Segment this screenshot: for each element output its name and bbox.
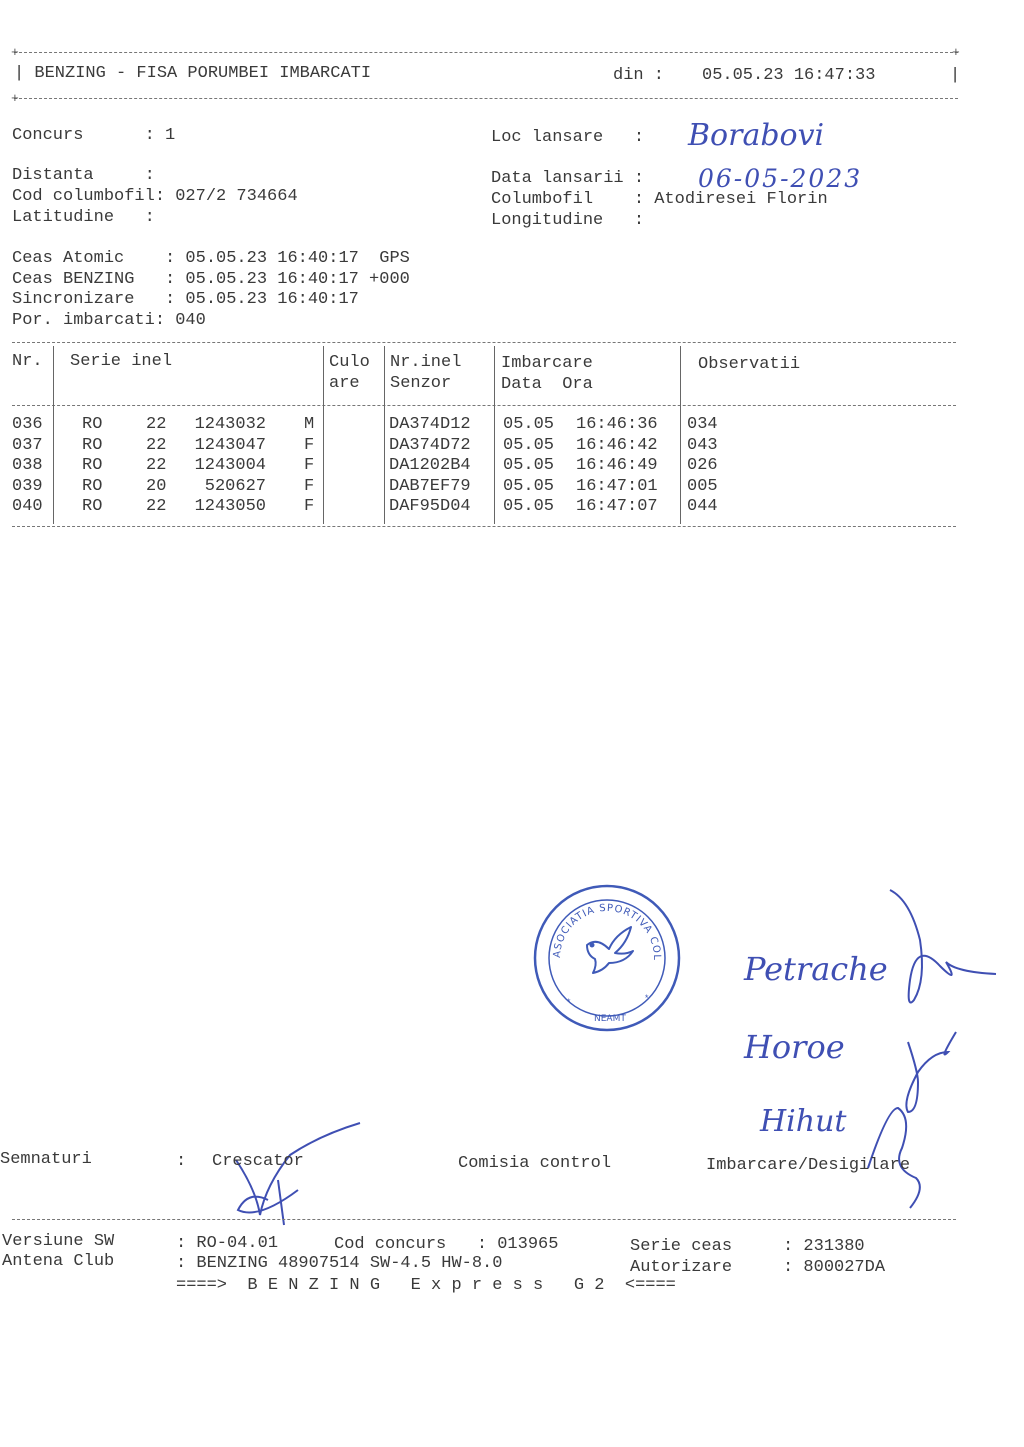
cell-inel: 1243032 bbox=[194, 415, 266, 434]
latitudine-field: Latitudine : bbox=[12, 208, 155, 227]
cell-tara: RO bbox=[82, 456, 103, 475]
cell-nr: 036 bbox=[12, 415, 43, 434]
col-header-imbarcare-1: Imbarcare bbox=[501, 354, 593, 373]
cell-sex: F bbox=[304, 476, 315, 496]
rule-corner: + bbox=[952, 45, 960, 60]
rule-corner: + bbox=[11, 91, 19, 106]
svg-text:*: * bbox=[644, 994, 650, 1004]
por-imbarcati-field: Por. imbarcati: 040 bbox=[12, 311, 206, 330]
signature-name-petrache: Petrache bbox=[744, 950, 888, 988]
concurs-field: Concurs : 1 bbox=[12, 126, 176, 145]
svg-text:*: * bbox=[566, 998, 572, 1008]
cell-an: 22 bbox=[146, 456, 167, 475]
cell-sex: F bbox=[304, 456, 315, 475]
cell-nr: 039 bbox=[12, 476, 43, 496]
col-divider bbox=[384, 346, 385, 524]
crescator-label: Crescator bbox=[212, 1152, 304, 1171]
col-header-serie: Serie inel bbox=[70, 352, 173, 371]
cell-senzor: DA374D12 bbox=[389, 415, 471, 434]
cell-tara: RO bbox=[82, 476, 103, 496]
cell-tara: RO bbox=[82, 415, 103, 434]
cell-obs: 043 bbox=[687, 435, 718, 455]
table-header-rule bbox=[12, 405, 956, 406]
signature-name-horoe: Horoe bbox=[744, 1028, 845, 1066]
cell-ora: 16:47:07 bbox=[576, 497, 658, 516]
serie-ceas-field: Serie ceas : 231380 bbox=[630, 1237, 865, 1256]
cell-data: 05.05 bbox=[503, 476, 555, 496]
col-header-culoare-2: are bbox=[329, 374, 360, 393]
signature-scribble-3 bbox=[858, 1098, 928, 1208]
signature-crescator bbox=[228, 1120, 368, 1230]
semnaturi-label: Semnaturi bbox=[0, 1150, 92, 1169]
stamp-top-text: ASOCIATIA SPORTIVA COLUMBOFILA bbox=[527, 875, 663, 961]
cod-columbofil-field: Cod columbofil: 027/2 734664 bbox=[12, 187, 298, 206]
loc-lansare-label: Loc lansare : bbox=[491, 128, 645, 147]
header-right-bar: | bbox=[950, 66, 961, 85]
cell-inel: 520627 bbox=[204, 476, 266, 496]
antena-club-label: Antena Club bbox=[2, 1252, 115, 1271]
cell-ora: 16:47:01 bbox=[576, 476, 658, 496]
cell-senzor: DAF95D04 bbox=[389, 497, 471, 516]
columbofil-field: Columbofil : Atodiresei Florin bbox=[491, 190, 828, 209]
footer-rule bbox=[12, 1219, 956, 1220]
cell-obs: 026 bbox=[687, 456, 718, 475]
col-divider bbox=[323, 346, 324, 524]
cell-obs: 005 bbox=[687, 476, 718, 496]
table-top-rule bbox=[12, 342, 956, 343]
cell-tara: RO bbox=[82, 435, 103, 455]
cell-obs: 044 bbox=[687, 497, 718, 516]
cell-ora: 16:46:49 bbox=[576, 456, 658, 475]
cell-an: 22 bbox=[146, 497, 167, 516]
cell-nr: 040 bbox=[12, 497, 43, 516]
table-bottom-rule bbox=[12, 526, 956, 527]
versiune-sw-value: : RO-04.01 bbox=[176, 1234, 279, 1253]
cell-nr: 038 bbox=[12, 456, 43, 475]
rule-corner: + bbox=[11, 45, 19, 60]
versiune-sw-label: Versiune SW bbox=[2, 1232, 115, 1251]
cell-sex: M bbox=[304, 415, 315, 434]
col-divider bbox=[680, 346, 681, 524]
report-title: | BENZING - FISA PORUMBEI IMBARCATI bbox=[14, 64, 372, 83]
cell-inel: 1243050 bbox=[194, 497, 266, 516]
cell-inel: 1243047 bbox=[194, 435, 266, 455]
cell-an: 22 bbox=[146, 435, 167, 455]
col-divider bbox=[53, 346, 54, 524]
imbarcare-desigilare-label: Imbarcare/Desigilare bbox=[706, 1156, 911, 1175]
col-header-nrinel-2: Senzor bbox=[390, 374, 452, 393]
report-date-value: 05.05.23 16:47:33 bbox=[702, 66, 876, 85]
cell-senzor: DAB7EF79 bbox=[389, 476, 471, 496]
col-header-nrinel-1: Nr.inel bbox=[390, 353, 462, 372]
signature-name-hihut: Hihut bbox=[760, 1104, 847, 1139]
antena-club-value: : BENZING 48907514 SW-4.5 HW-8.0 bbox=[176, 1254, 503, 1273]
cod-concurs-field: Cod concurs : 013965 bbox=[334, 1235, 559, 1254]
cell-an: 22 bbox=[146, 415, 167, 434]
cell-tara: RO bbox=[82, 497, 103, 516]
cell-data: 05.05 bbox=[503, 456, 555, 475]
data-lansarii-handwritten: 06-05-2023 bbox=[698, 164, 863, 193]
data-lansarii-label: Data lansarii : bbox=[491, 169, 645, 188]
loc-lansare-handwritten: Borabovi bbox=[688, 118, 825, 153]
cell-sex: F bbox=[304, 435, 315, 455]
ceas-atomic-field: Ceas Atomic : 05.05.23 16:40:17 GPS bbox=[12, 249, 410, 268]
header-top-rule bbox=[14, 52, 958, 53]
cell-nr: 037 bbox=[12, 435, 43, 455]
col-divider bbox=[494, 346, 495, 524]
cell-senzor: DA1202B4 bbox=[389, 456, 471, 475]
distanta-field: Distanta : bbox=[12, 166, 155, 185]
stamp-bottom-text: NEAMT bbox=[594, 1014, 626, 1024]
cell-data: 05.05 bbox=[503, 497, 555, 516]
cell-senzor: DA374D72 bbox=[389, 435, 471, 455]
ceas-benzing-field: Ceas BENZING : 05.05.23 16:40:17 +000 bbox=[12, 270, 410, 289]
signature-scribble-1 bbox=[880, 882, 1000, 1032]
longitudine-field: Longitudine : bbox=[491, 211, 645, 230]
cell-ora: 16:46:42 bbox=[576, 435, 658, 455]
semnaturi-sep: : bbox=[176, 1152, 187, 1171]
comisia-control-label: Comisia control bbox=[458, 1154, 612, 1173]
col-header-observatii: Observatii bbox=[698, 355, 801, 374]
club-stamp bbox=[527, 875, 682, 1033]
cell-data: 05.05 bbox=[503, 435, 555, 455]
cell-obs: 034 bbox=[687, 415, 718, 434]
dove-icon bbox=[587, 927, 633, 973]
report-date-label: din : bbox=[613, 66, 665, 85]
cell-ora: 16:46:36 bbox=[576, 415, 658, 434]
cell-inel: 1243004 bbox=[194, 456, 266, 475]
benzing-brand-line: ====> B E N Z I N G E x p r e s s G 2 <==== bbox=[176, 1276, 676, 1295]
cell-an: 20 bbox=[146, 476, 167, 496]
col-header-culoare-1: Culo bbox=[329, 353, 370, 372]
cell-data: 05.05 bbox=[503, 415, 555, 434]
header-bottom-rule bbox=[14, 98, 958, 99]
autorizare-field: Autorizare : 800027DA bbox=[630, 1258, 886, 1277]
col-header-imbarcare-2: Data Ora bbox=[501, 375, 593, 394]
cell-sex: F bbox=[304, 497, 315, 516]
col-header-nr: Nr. bbox=[12, 352, 43, 371]
sincronizare-field: Sincronizare : 05.05.23 16:40:17 bbox=[12, 290, 359, 309]
